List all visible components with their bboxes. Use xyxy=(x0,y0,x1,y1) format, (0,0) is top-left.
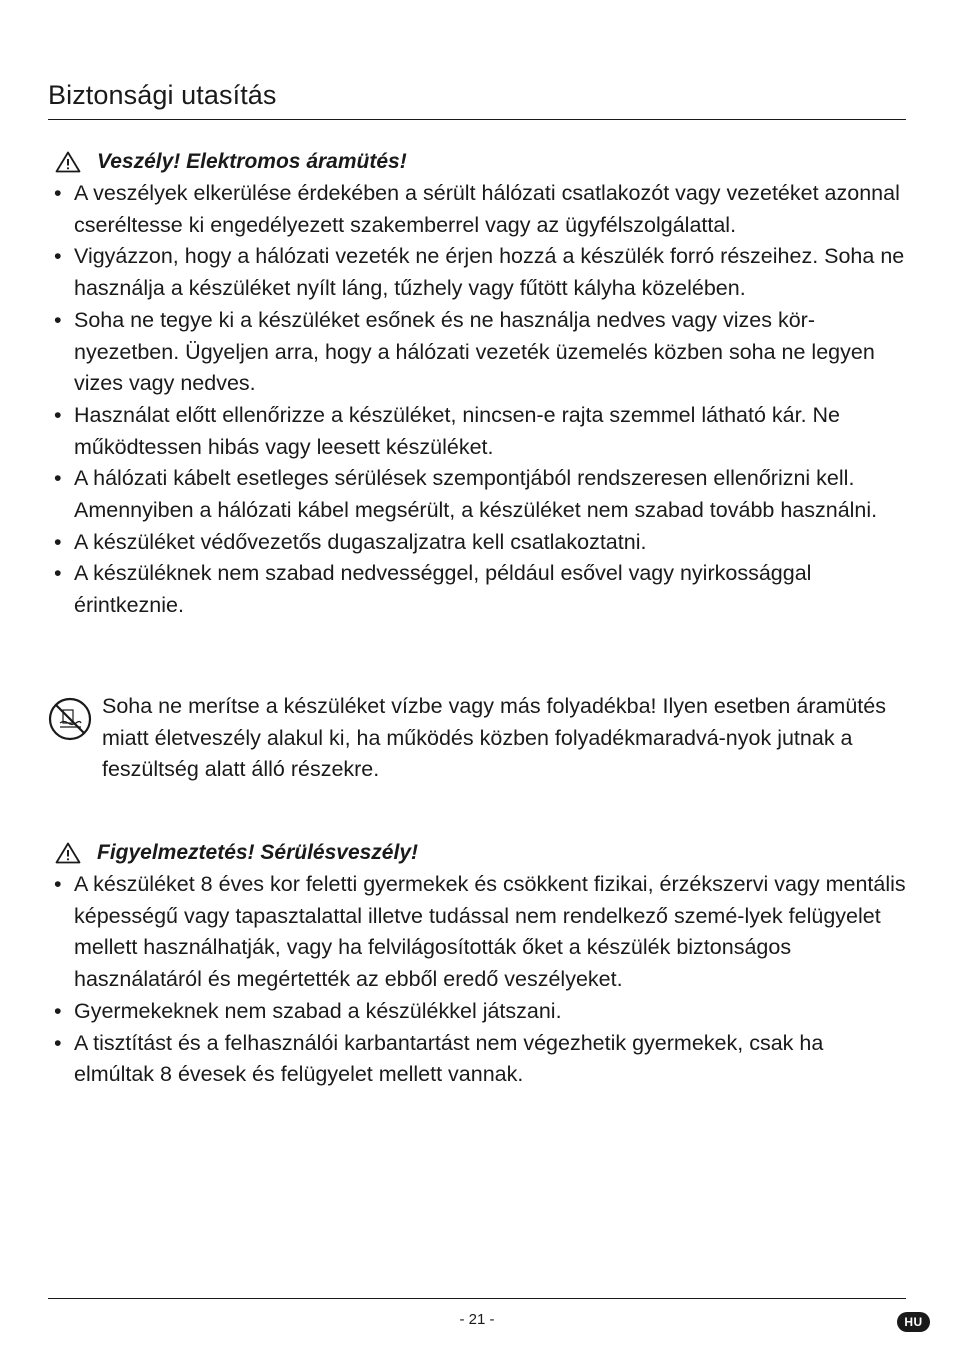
list-item: • Használat előtt ellenőrizze a készüléket, nincsen-e rajta szemmel látható kár. Ne működtessen hibás vagy leesett készüléket. xyxy=(48,400,908,463)
section-injury-warning xyxy=(48,837,908,1091)
page-title: Biztonsági utasítás xyxy=(48,80,277,110)
no-immersion-icon xyxy=(48,697,92,741)
section-heading-text: Veszély! Elektromos áramütés! xyxy=(97,150,407,173)
warning-triangle-icon xyxy=(55,151,81,173)
section-heading xyxy=(48,837,908,869)
warning-triangle-icon xyxy=(55,842,81,864)
list-item: • A hálózati kábelt esetleges sérülések szempontjából rendszeresen ellenőrizni kell. Amennyiben a hálózati kábel megsérült, a készüléket nem szabad tovább használni. xyxy=(48,463,908,526)
language-badge: HU xyxy=(897,1312,930,1332)
list-item: • Gyermekeknek nem szabad a készülékkel játszani. xyxy=(48,996,908,1028)
list-item: • A készüléket védővezetős dugaszaljzatra kell csatlakoztatni. xyxy=(48,527,908,559)
section-heading-text: Figyelmeztetés! Sérülésveszély! xyxy=(97,841,418,864)
list-item: • Vigyázzon, hogy a hálózati vezeték ne érjen hozzá a készülék forró részeihez. Soha ne használja a készüléket nyílt láng, tűzhely vagy fűtött kályha közelében. xyxy=(48,241,908,304)
list-item: • A tisztítást és a felhasználói karbantartást nem végezhetik gyermekek, csak ha elmúltak 8 évesek és felügyelet mellett vannak. xyxy=(48,1028,908,1091)
bullet-list xyxy=(48,178,908,622)
list-item: • Soha ne tegye ki a készüléket esőnek és ne használja nedves vagy vizes kör-nyezetben. Ügyeljen arra, hogy a hálózati vezeték üzemelés közben soha ne legyen vizes vagy nedves. xyxy=(48,305,908,400)
list-item: • A készüléket 8 éves kor feletti gyermekek és csökkent fizikai, érzékszervi vagy mentális képességű vagy tapasztalattal illetve tudással nem rendelkező szemé-lyek felügyelet mellett használhatják, vagy ha felvilágosították őket a készülék biztonságos használatáról és megértették az ebből eredő veszélyeket. xyxy=(48,869,908,996)
section-electric-shock xyxy=(48,146,908,622)
footer-divider xyxy=(48,1298,906,1299)
bullet-list xyxy=(48,869,908,1091)
notice-text: Soha ne merítse a készüléket vízbe vagy más folyadékba! Ilyen esetben áramütés miatt életveszély alakul ki, ha működés közben folyadékmaradvá-nyok jutnak a feszültség alatt álló részekre. xyxy=(102,694,886,782)
list-item: • A veszélyek elkerülése érdekében a sérült hálózati csatlakozót vagy vezetéket azonnal cseréltesse ki engedélyezett szakemberrel vagy az ügyfélszolgálattal. xyxy=(48,178,908,241)
section-heading xyxy=(48,146,908,178)
list-item: • A készüléknek nem szabad nedvességgel, például esővel vagy nyirkossággal érintkeznie. xyxy=(48,558,908,621)
immersion-notice xyxy=(48,691,908,786)
title-divider xyxy=(48,119,906,120)
page-number: - 21 - xyxy=(459,1311,495,1328)
